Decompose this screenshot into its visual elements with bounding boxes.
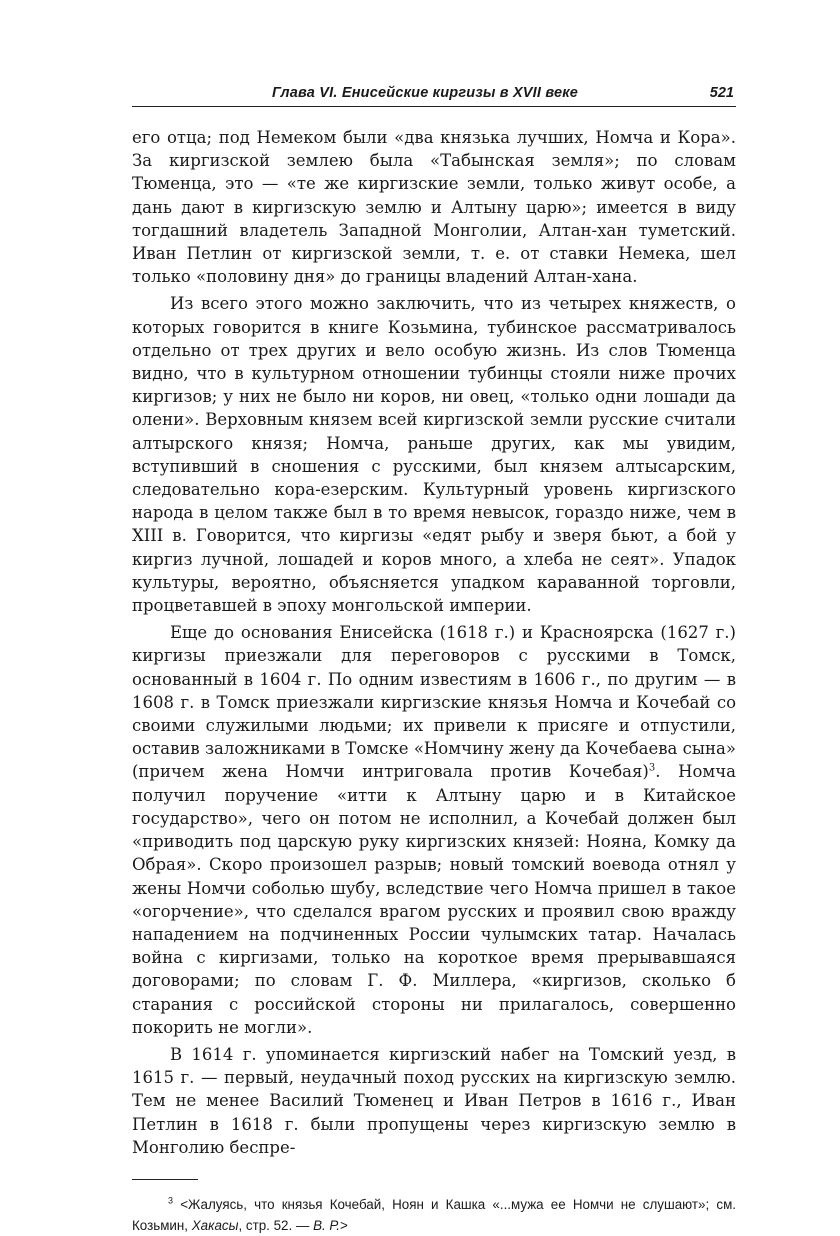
paragraph-4: В 1614 г. упоминается киргизский набег на Томский уезд, в 1615 г. — первый, неудачный поход русских на киргизскую землю. Тем не менее Василий Тюменец и Иван Петров в 1616 г., Иван Петлин в 1618 г. были пропущены через киргизскую землю в Монголию беспре-	[132, 1044, 736, 1157]
footnote-divider	[132, 1179, 198, 1180]
footnote-text-c: >	[340, 1217, 348, 1233]
page-number: 521	[709, 85, 734, 101]
main-text	[132, 126, 736, 1159]
footnote-number: 3	[168, 1195, 174, 1206]
running-title: Глава VI. Енисейские киргизы в XVII веке	[272, 85, 579, 101]
paragraph-3-part-1: Еще до основания Енисейска (1618 г.) и Красноярска (1627 г.) киргизы приезжали для переговоров с русскими в Томск, основанный в 1604 г. По одним известиям в 1606 г., по другим — в 1608 г. в Томск приезжали киргизские князья Номча и Кочебай со своими служилыми людьми; их привели к присяге и отпустили, оставив заложниками в Томске «Номчину жену да Кочебаева сына» (причем жена Номчи интриговала против Кочебая)	[132, 623, 736, 782]
footnote-text-b: , стр. 52. —	[238, 1217, 314, 1233]
running-header	[132, 82, 736, 107]
footnote-text-a: <Жалуясь, что князья Кочебай, Ноян и Кашка «...мужа ее Номчи не слушают»; см. Козьмин,	[132, 1196, 736, 1233]
paragraph-1: его отца; под Немеком были «два князька лучших, Номча и Кора». За киргизской землею была «Табынская земля»; по словам Тюменца, это — «те же киргизские земли, только живут особе, а дань дают в киргизскую землю и Алтыну царю»; имеется в виду тогдашний владетель Западной Монголии, Алтан-хан туметский. Иван Петлин от киргизской земли, т. е. от ставки Немека, шел только «половину дня» до границы владений Алтан-хана.	[132, 128, 736, 287]
paragraph-2: Из всего этого можно заключить, что из четырех княжеств, о которых говорится в книге Козьмина, тубинское рассматривалось отдельно от трех других и вело особую жизнь. Из слов Тюменца видно, что в культурном отношении тубинцы стояли ниже прочих киргизов; у них не было ни коров, ни овец, «только одни лошади да олени». Верховным князем всей киргизской земли русские считали алтырского князя; Номча, раньше других, как мы увидим, вступивший в сношения с русскими, был князем алтысарским, следовательно кора-езерским. Культурный уровень киргизского народа в целом также был в то время невысок, гораздо ниже, чем в XIII в. Говорится, что киргизы «едят рыбу и зверя бьют, а бой у киргиз лучной, лошадей и коров много, а хлеба не сеят». Упадок культуры, вероятно, объясняется упадком караванной торговли, процветавшей в эпоху монгольской империи.	[132, 294, 736, 616]
paragraph-3-part-2: . Номча получил поручение «итти к Алтыну царю и в Китайское государство», чего он потом не исполнил, а Кочебай должен был «приводить под царскую руку киргизских князей: Нояна, Комку да Обрая». Скоро произошел разрыв; новый томский воевода отнял у жены Номчи соболью шубу, вследствие чего Номча пришел в такое «огорчение», что сделался врагом русских и проявил свою вражду нападением на подчиненных России чулымских татар. Началась война с киргизами, только на короткое время прерывавшаяся договорами; по словам Г. Ф. Миллера, «киргизов, сколько б старания с российской стороны ни прилагалось, совершенно покорить не могли».	[132, 762, 736, 1037]
footnote-editor-initials: В. Р.	[313, 1217, 340, 1233]
footnote	[132, 1194, 736, 1236]
book-page	[132, 82, 736, 1236]
paragraph-3	[132, 621, 736, 1039]
footnote-source-title: Хакасы	[191, 1217, 239, 1233]
footnote-marker: 3	[648, 762, 656, 774]
